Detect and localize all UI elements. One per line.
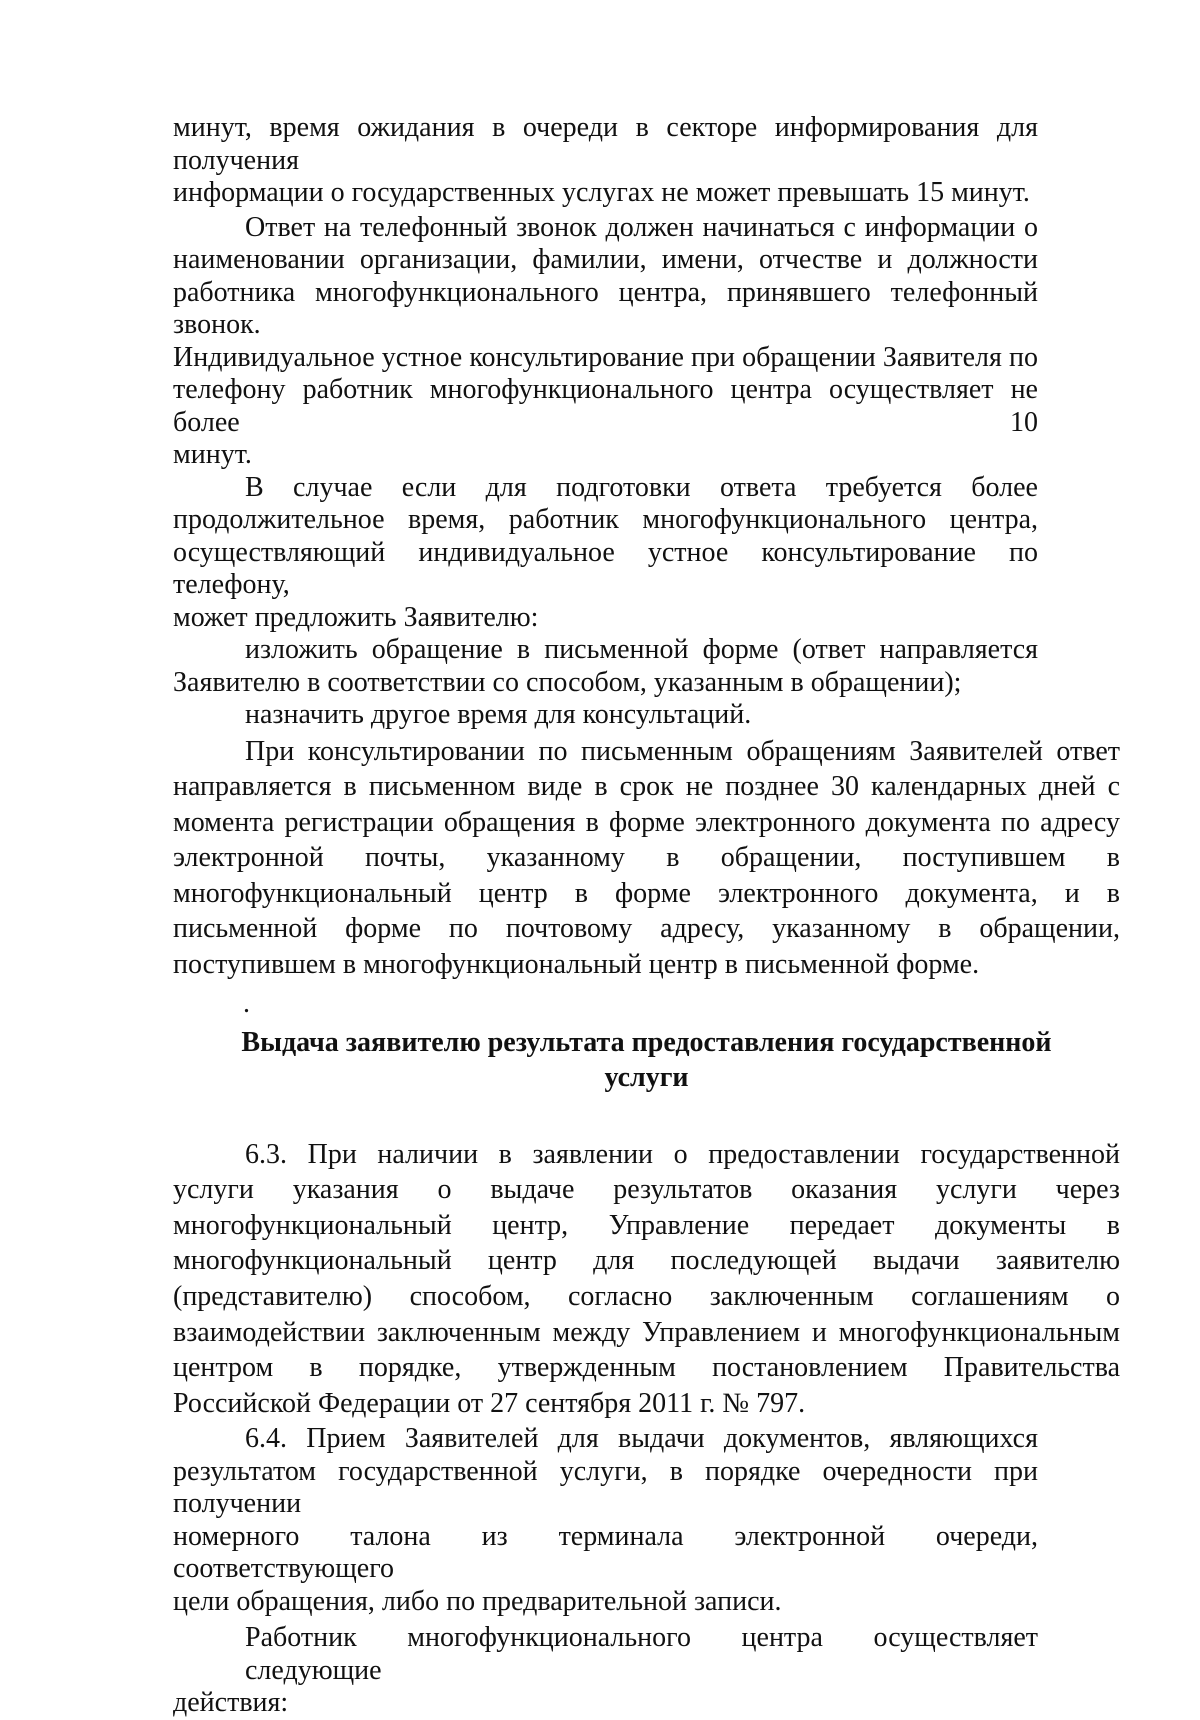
line: Российской Федерации от 27 сентября 2011 г. № 797. — [173, 1387, 806, 1419]
line: информации о государственных услугах не может превышать 15 минут. — [173, 177, 1030, 208]
line: (представителю) способом, согласно заключенным соглашениям о — [173, 1281, 1120, 1313]
line: осуществляющий индивидуальное устное консультирование по телефону, — [173, 536, 1038, 600]
line: услуги указания о выдаче результатов оказания услуги через — [173, 1174, 1120, 1206]
line: назначить другое время для консультаций. — [245, 699, 752, 730]
line: минут, время ожидания в очереди в секторе информирования для получения — [173, 112, 1038, 176]
line: продолжительное время, работник многофункционального центра, — [173, 504, 1038, 535]
paragraph-written-form — [173, 634, 1038, 699]
line: электронной почты, указанному в обращении, поступившем в — [173, 842, 1120, 874]
line: Ответ на телефонный звонок должен начинаться с информации о — [245, 211, 1038, 243]
line: действия: — [173, 1687, 289, 1719]
line: Работник многофункционального центра осуществляет следующие — [245, 1622, 1038, 1686]
line: При консультировании по письменным обращениям Заявителей ответ — [245, 735, 1120, 767]
line: поступившем в многофункциональный центр в письменной форме. — [173, 949, 980, 981]
line: телефону работник многофункционального центра осуществляет не более 10 — [173, 374, 1038, 438]
line: минут. — [173, 439, 252, 470]
paragraph-wait-time — [173, 112, 1038, 210]
line: В случае если для подготовки ответа требуется более — [245, 471, 1038, 503]
paragraph-longer-time — [173, 472, 1038, 635]
paragraph-written-requests — [173, 734, 1120, 983]
line: центром в порядке, утвержденным постановлением Правительства — [173, 1352, 1120, 1384]
paragraph-6-4 — [173, 1423, 1038, 1618]
line: взаимодействии заключенным между Управлением и многофункциональным — [173, 1316, 1120, 1348]
line: наименовании организации, фамилии, имени, отчестве и должности — [173, 244, 1038, 275]
line: Заявителю в соответствии со способом, указанным в обращении); — [173, 666, 962, 698]
document-page — [173, 112, 1120, 1720]
line: 6.3. При наличии в заявлении о предоставлении государственной — [245, 1138, 1120, 1170]
line: момента регистрации обращения в форме электронного документа по адресу — [173, 806, 1120, 838]
paragraph-worker-actions — [173, 1622, 1038, 1720]
paragraph-phone-answer — [173, 212, 1038, 472]
line: работника многофункционального центра, принявшего телефонный звонок. — [173, 276, 1038, 340]
line: изложить обращение в письменной форме (ответ направляется — [245, 634, 1038, 665]
line: многофункциональный центр в форме электронного документа, и в — [173, 877, 1120, 909]
line: номерного талона из терминала электронной очереди, соответствующего — [173, 1520, 1038, 1585]
line: письменной форме по почтовому адресу, указанному в обращении, — [173, 913, 1120, 945]
line: направляется в письменном виде в срок не позднее 30 календарных дней с — [173, 771, 1120, 803]
line: цели обращения, либо по предварительной записи. — [173, 1585, 782, 1617]
line: результатом государственной услуги, в порядке очередности при получении — [173, 1455, 1038, 1520]
line: может предложить Заявителю: — [173, 601, 539, 633]
line: 6.4. Прием Заявителей для выдачи документов, являющихся — [245, 1423, 1038, 1455]
line: многофункциональный центр для последующей выдачи заявителю — [173, 1245, 1120, 1277]
section-heading — [173, 1025, 1120, 1095]
stray-dot: . — [243, 987, 250, 1019]
paragraph-other-time — [173, 699, 1038, 732]
line: Индивидуальное устное консультирование при обращении Заявителя по — [173, 341, 1038, 373]
paragraph-6-3 — [173, 1137, 1120, 1422]
heading-line: услуги — [604, 1061, 689, 1093]
line: многофункциональный центр, Управление передает документы в — [173, 1209, 1120, 1241]
heading-line: Выдача заявителю результата предоставления государственной — [241, 1026, 1052, 1058]
